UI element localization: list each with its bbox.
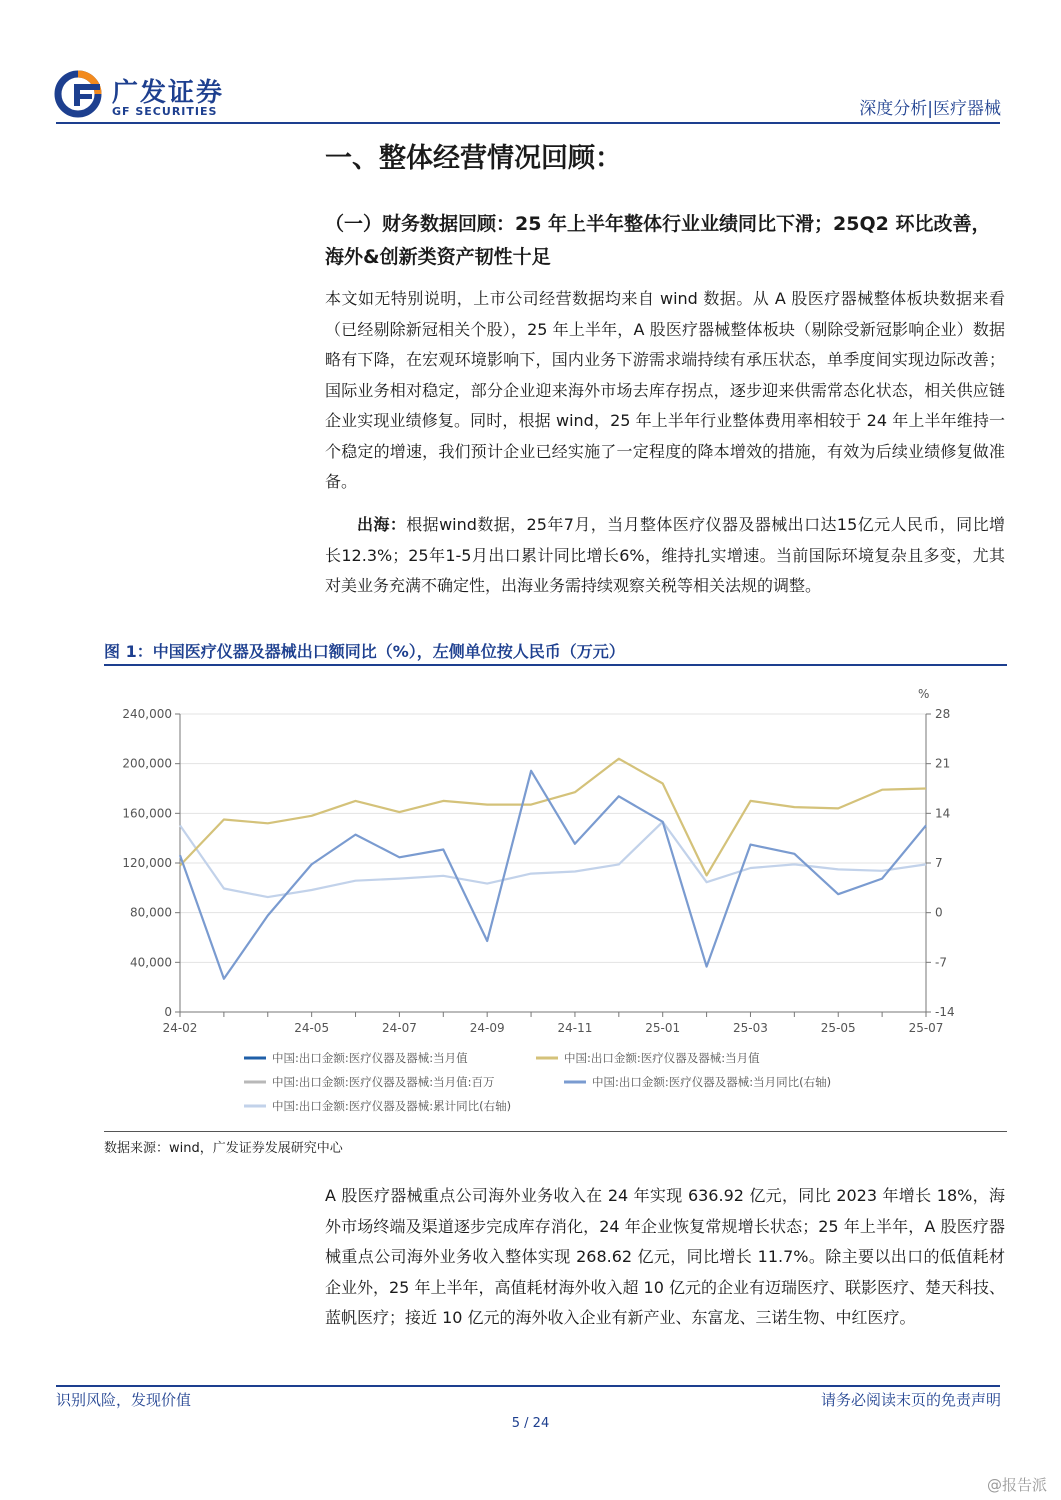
- left-tick-label: 200,000: [122, 756, 172, 771]
- export-line-chart: [104, 670, 1007, 1130]
- x-tick-label: 25-01: [645, 1021, 681, 1035]
- figure-bottom-divider: [104, 1131, 1007, 1132]
- left-tick-label: 0: [164, 1005, 172, 1019]
- legend-label: 中国:出口金额:医疗仪器及器械:当月值: [272, 1051, 468, 1065]
- right-tick-label: 0: [935, 905, 943, 920]
- subsection-title: （一）财务数据回顾：25 年上半年整体行业业绩同比下滑；25Q2 环比改善，海外&创新类资产韧性十足: [325, 213, 991, 268]
- figure-caption: 图 1：中国医疗仪器及器械出口额同比（%），左侧单位按人民币（万元）: [104, 642, 625, 661]
- legend-label: 中国:出口金额:医疗仪器及器械:当月值:百万: [272, 1075, 495, 1089]
- paragraph-lead: 出海：: [357, 515, 407, 534]
- right-tick-label: 14: [935, 806, 951, 821]
- x-tick-label: 25-05: [820, 1021, 856, 1035]
- footer-divider: [56, 1385, 1000, 1387]
- left-tick-label: 240,000: [122, 707, 172, 721]
- x-tick-label: 24-09: [469, 1021, 505, 1035]
- brand-name-cn: 广发证券: [112, 78, 225, 108]
- chart-series: [180, 759, 926, 979]
- brand-name-en: GF SECURITIES: [112, 105, 218, 118]
- right-tick-label: 21: [935, 756, 951, 771]
- figure-top-divider: [104, 664, 1007, 666]
- gf-logo-icon: [52, 70, 108, 118]
- legend-label: 中国:出口金额:医疗仪器及器械:累计同比(右轴): [272, 1099, 512, 1113]
- x-tick-label: 25-03: [733, 1021, 768, 1035]
- left-tick-label: 120,000: [122, 856, 172, 870]
- watermark: @报告派: [986, 1476, 1047, 1494]
- chart-axes: [122, 687, 954, 1035]
- report-category: 深度分析|医疗器械: [859, 99, 1001, 119]
- footer-slogan: 识别风险，发现价值: [56, 1391, 192, 1409]
- section-title: 一、整体经营情况回顾：: [325, 143, 622, 174]
- paragraph-overseas-revenue: A 股医疗器械重点公司海外业务收入在 24 年实现 636.92 亿元，同比 2023 年增长 18%，海外市场终端及渠道逐步完成库存消化，24 年企业恢复常规增长状态；25 年上半年，A 股医疗器械重点公司海外业务收入整体实现 268.62 亿元，同比增长 11.7%。除主要以出口的低值耗材企业外，25 年上半年，高值耗材海外收入超 10 亿元的企业有迈瑞医疗、联影医疗、楚天科技、蓝帆医疗；接近 10 亿元的海外收入企业有新产业、东富龙、三诺生物、中红医疗。: [325, 1186, 1005, 1327]
- chart-gridlines: [180, 714, 926, 1012]
- series-line: [180, 771, 926, 979]
- right-tick-label: 28: [935, 707, 951, 721]
- right-tick-label: -14: [935, 1005, 955, 1019]
- paragraph-body: 根据wind数据，25年7月，当月整体医疗仪器及器械出口达15亿元人民币，同比增长12.3%；25年1-5月出口累计同比增长6%，维持扎实增速。当前国际环境复杂且多变，尤其对美业务充满不确定性，出海业务需持续观察关税等相关法规的调整。: [325, 515, 1005, 595]
- chart-legend: [244, 1051, 831, 1113]
- x-tick-label: 24-07: [381, 1021, 417, 1035]
- paragraph-overview: 本文如无特别说明，上市公司经营数据均来自 wind 数据。从 A 股医疗器械整体板块数据来看（已经剔除新冠相关个股），25 年上半年，A 股医疗器械整体板块（剔除受新冠影响企业）数据略有下降，在宏观环境影响下，国内业务下游需求端持续有承压状态，单季度间实现边际改善；国际业务相对稳定，部分企业迎来海外市场去库存拐点，逐步迎来供需常态化状态，相关供应链企业实现业绩修复。同时，根据 wind，25 年上半年行业整体费用率相较于 24 年上半年维持一个稳定的增速，我们预计企业已经实施了一定程度的降本增效的措施，有效为后续业绩修复做准备。: [325, 289, 1005, 491]
- right-tick-label: 7: [935, 856, 943, 870]
- x-tick-label: 24-02: [162, 1021, 198, 1035]
- figure-source: 数据来源：wind，广发证券发展研究中心: [104, 1141, 343, 1156]
- left-tick-label: 80,000: [130, 905, 172, 920]
- x-tick-label: 25-07: [908, 1021, 944, 1035]
- legend-label: 中国:出口金额:医疗仪器及器械:当月值: [564, 1051, 760, 1065]
- page-number: 5 / 24: [511, 1416, 550, 1431]
- footer-disclaimer: 请务必阅读末页的免责声明: [820, 1391, 1001, 1409]
- paragraph-export: [325, 510, 1005, 602]
- x-tick-label: 24-11: [557, 1021, 593, 1035]
- right-axis-unit: %: [918, 687, 930, 701]
- left-tick-label: 40,000: [130, 955, 172, 970]
- header-divider: [56, 122, 1000, 124]
- legend-label: 中国:出口金额:医疗仪器及器械:当月同比(右轴): [592, 1075, 832, 1089]
- right-tick-label: -7: [935, 955, 947, 970]
- left-tick-label: 160,000: [122, 806, 172, 821]
- series-line: [180, 759, 926, 876]
- x-tick-label: 24-05: [294, 1021, 330, 1035]
